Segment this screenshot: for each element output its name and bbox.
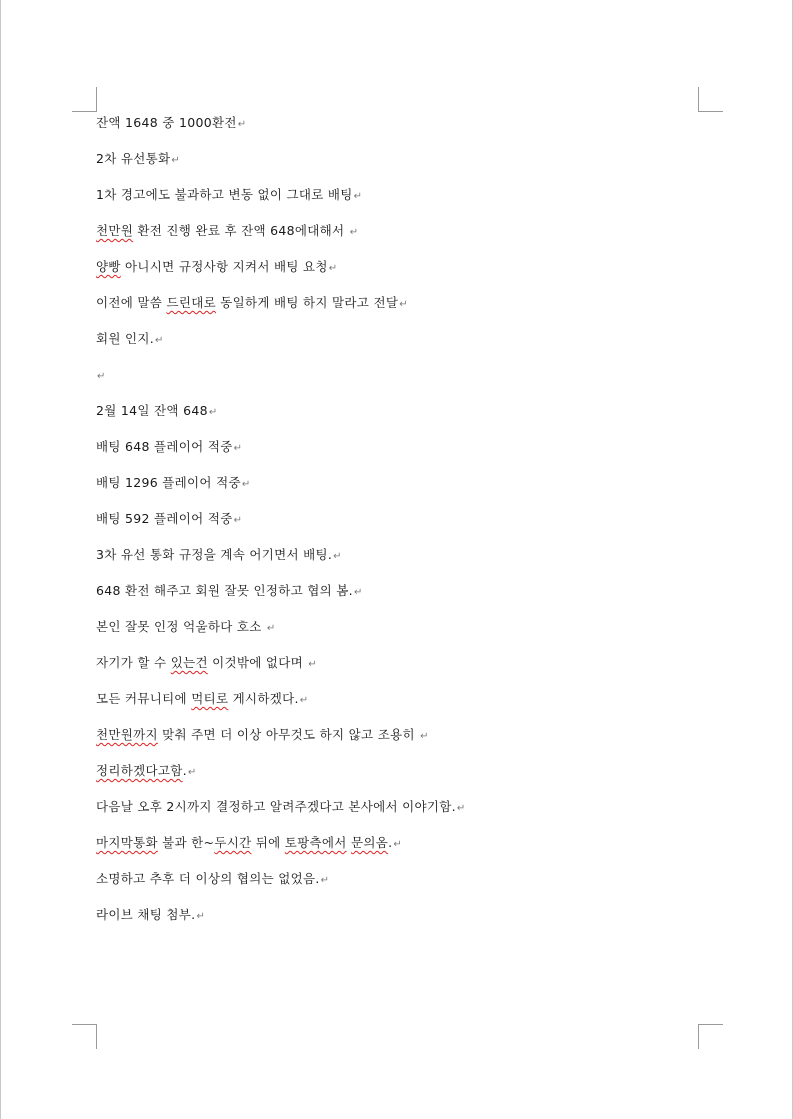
paragraph-mark-icon: ↵ [399,299,408,310]
paragraph-mark-icon: ↵ [155,335,164,346]
paragraph [96,761,696,797]
paragraph-mark-icon: ↵ [299,695,309,706]
paragraph-text: 아니시면 규정사항 지켜서 배팅 요청 [120,259,328,274]
paragraph [96,581,696,617]
spellcheck-flagged-word: 두시간 [214,835,252,850]
paragraph [96,185,696,221]
paragraph-mark-icon: ↵ [241,479,251,490]
crop-mark-bottom-left [72,1024,97,1049]
paragraph-text: 648 환전 해주고 회원 잘못 인정하고 협의 봄. [96,583,353,598]
paragraph-mark-icon: ↵ [266,623,276,634]
paragraph-text: 배팅 648 플레이어 적중 [96,439,233,454]
paragraph-mark-icon: ↵ [97,371,106,382]
paragraph-mark-icon: ↵ [393,839,403,850]
paragraph-text: 동일하게 배팅 하지 말라고 전달 [215,295,399,310]
paragraph-text: 2차 유선통화 [96,151,171,166]
paragraph-text: 3차 유선 통화 규정을 계속 어기면서 배팅. [96,547,333,562]
paragraph-text: 맞춰 주면 더 이상 아무것도 하지 않고 조용히 [157,727,420,742]
paragraph-mark-icon: ↵ [353,587,363,598]
paragraph-mark-icon: ↵ [196,911,206,922]
crop-mark-top-right [698,87,723,112]
crop-mark-top-left [72,87,97,112]
crop-mark-bottom-right [698,1024,723,1049]
spellcheck-flagged-word: 먹티로 [191,691,229,706]
spellcheck-flagged-word: 정리하겠다고함 [96,763,183,778]
paragraph [96,797,696,833]
paragraph [96,905,696,941]
paragraph-mark-icon: ↵ [308,659,317,670]
paragraph-text: 소명하고 추후 더 이상의 협의는 없었음. [96,871,320,886]
paragraph-mark-icon: ↵ [333,551,342,562]
paragraph [96,149,696,185]
paragraph-text: 1차 경고에도 불과하고 변동 없이 그대로 배팅 [96,187,353,202]
spellcheck-flagged-word: 천만원 [96,223,134,238]
paragraph-mark-icon: ↵ [456,803,466,814]
paragraph-mark-icon: ↵ [187,767,197,778]
paragraph-mark-icon: ↵ [353,191,363,202]
paragraph-mark-icon: ↵ [233,515,243,526]
paragraph-mark-icon: ↵ [233,443,243,454]
paragraph [96,329,696,365]
paragraph-text: 회원 인지. [96,331,155,346]
spellcheck-flagged-word: 천만원까지 [96,727,158,742]
spellcheck-flagged-word: 문의옴 [350,835,389,850]
paragraph-mark-icon: ↵ [349,227,359,238]
paragraph-text: 다음날 오후 2시까지 결정하고 알려주겠다고 본사에서 이야기함. [96,799,456,814]
paragraph [96,257,696,293]
paragraph [96,545,696,581]
paragraph-text: 배팅 592 플레이어 적중 [96,511,233,526]
paragraph [96,653,696,689]
paragraph-mark-icon: ↵ [171,155,181,166]
paragraph-text: 모든 커뮤니티에 [96,691,192,706]
paragraph [96,437,696,473]
paragraph [96,113,696,149]
paragraph-text: 불과 한~ [157,835,215,850]
paragraph [96,833,696,869]
paragraph-text: 본인 잘못 인정 억울하다 호소 [96,619,266,634]
paragraph-text: . [182,763,187,778]
paragraph [96,365,696,401]
paragraph [96,509,696,545]
paragraph-text: 자기가 할 수 [96,655,171,670]
spellcheck-flagged-word: 양빵 [96,259,121,274]
paragraph [96,725,696,761]
paragraph-text: 환전 진행 완료 후 잔액 648에대해서 [133,223,349,238]
paragraph-text: 이전에 말씀 [96,295,167,310]
paragraph-mark-icon: ↵ [320,875,330,886]
paragraph-text: 라이브 채팅 첨부. [96,907,196,922]
paragraph [96,401,696,437]
paragraph-mark-icon: ↵ [420,731,429,742]
paragraph [96,293,696,329]
paragraph [96,473,696,509]
paragraph-text: 게시하겠다. [228,691,299,706]
paragraph-mark-icon: ↵ [328,263,338,274]
paragraph [96,869,696,905]
paragraph-text: 2월 14일 잔액 648 [96,403,208,418]
paragraph [96,221,696,257]
paragraph-text: 이것밖에 없다며 [207,655,308,670]
paragraph-text: 잔액 1648 중 1000환전 [96,115,237,130]
paragraph [96,689,696,725]
paragraph-text: 배팅 1296 플레이어 적중 [96,475,241,490]
spellcheck-flagged-word: 마지막통화 [96,835,158,850]
paragraph-mark-icon: ↵ [237,119,247,130]
spellcheck-flagged-word: 토팡측에서 [284,835,347,850]
spellcheck-flagged-word: 드린대로 [166,295,216,310]
document-body[interactable] [96,113,696,941]
paragraph-text: 뒤에 [251,835,285,850]
paragraph [96,617,696,653]
page-left-edge [0,0,1,1119]
spellcheck-flagged-word: 있는건 [170,655,208,670]
paragraph-text: . [388,835,393,850]
paragraph-mark-icon: ↵ [208,407,218,418]
